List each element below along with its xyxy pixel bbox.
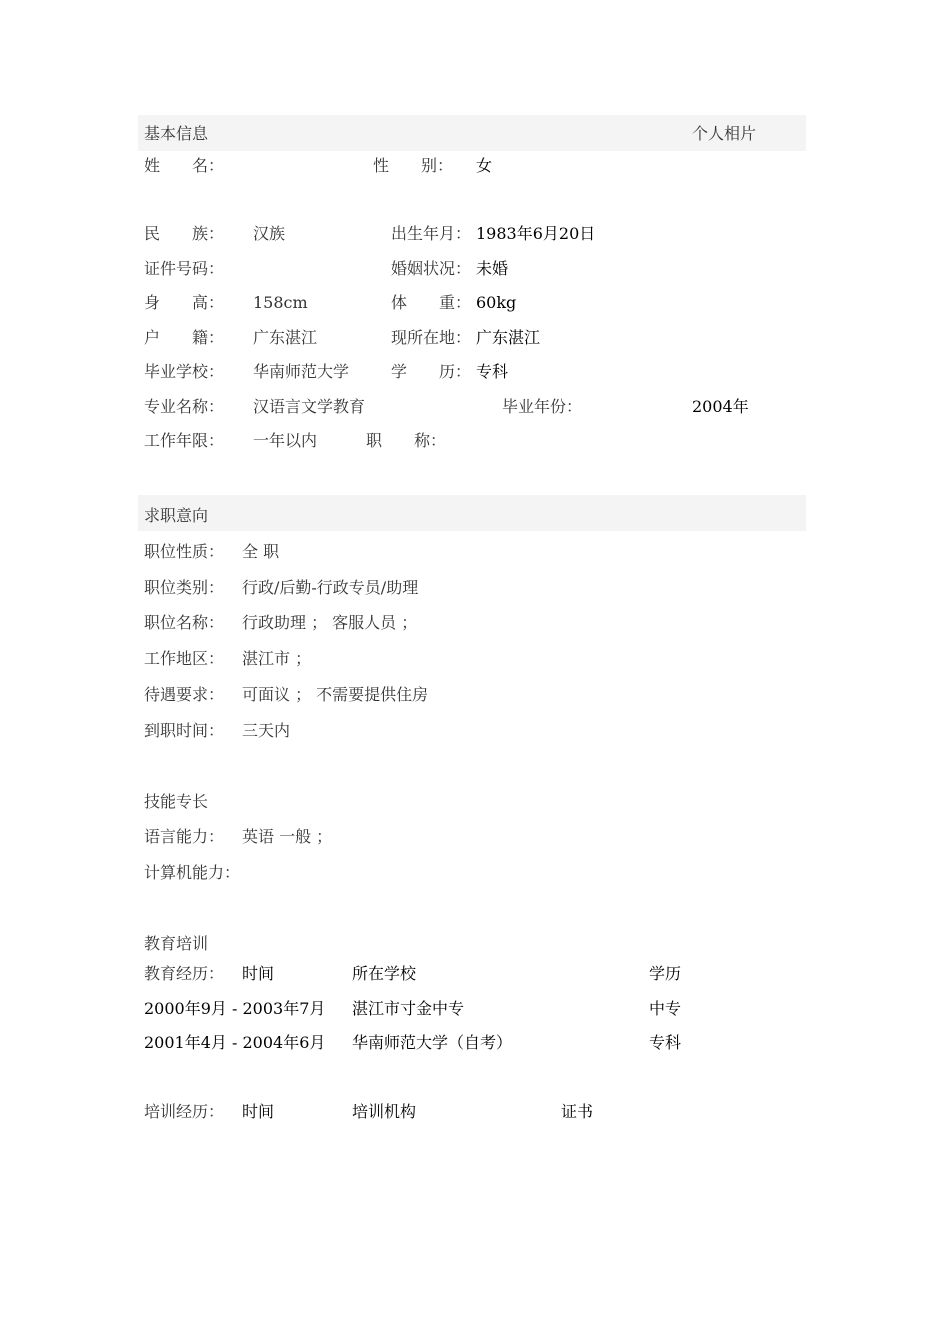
education-label: 教育经历： xyxy=(144,964,225,983)
intent-value: 全 职 xyxy=(242,542,280,561)
hukou-label: 户 籍： xyxy=(144,328,225,347)
height-label: 身 高： xyxy=(144,293,225,312)
education-row-school: 华南师范大学（自考） xyxy=(352,1033,513,1052)
major-value: 汉语言文学教育 xyxy=(253,397,366,416)
intent-label: 待遇要求： xyxy=(144,685,225,704)
degree-value: 专科 xyxy=(476,362,509,381)
education-row-degree: 专科 xyxy=(649,1033,682,1052)
skill-label: 语言能力： xyxy=(144,827,225,846)
ethnicity-value: 汉族 xyxy=(253,224,286,243)
intent-label: 职位类别： xyxy=(144,578,225,597)
training-header-cert: 证书 xyxy=(561,1102,594,1121)
intent-value: 可面议 ； 不需要提供住房 xyxy=(242,685,429,704)
skill-value: 英语 一般 ； xyxy=(242,827,333,846)
weight-label: 体 重： xyxy=(391,293,472,312)
marital-value: 未婚 xyxy=(476,259,509,278)
intent-label: 职位性质： xyxy=(144,542,225,561)
experience-value: 一年以内 xyxy=(253,431,318,450)
birth-label: 出生年月： xyxy=(391,224,472,243)
photo-label: 个人相片 xyxy=(692,124,757,143)
residence-value: 广东湛江 xyxy=(476,328,541,347)
intent-value: 湛江市 ； xyxy=(242,649,312,668)
gender-label: 性 别： xyxy=(373,156,454,175)
education-row-time: 2000年9月 - 2003年7月 xyxy=(144,999,326,1018)
job-intent-title: 求职意向 xyxy=(144,506,209,525)
height-value: 158cm xyxy=(253,293,308,312)
hukou-value: 广东湛江 xyxy=(253,328,318,347)
residence-label: 现所在地： xyxy=(391,328,472,347)
intent-label: 职位名称： xyxy=(144,613,225,632)
id-label: 证件号码： xyxy=(144,259,225,278)
education-header-school: 所在学校 xyxy=(352,964,417,983)
intent-value: 三天内 xyxy=(242,721,291,740)
grad-year-label: 毕业年份： xyxy=(502,397,583,416)
intent-label: 工作地区： xyxy=(144,649,225,668)
experience-label: 工作年限： xyxy=(144,431,225,450)
education-title: 教育培训 xyxy=(144,934,209,953)
degree-label: 学 历： xyxy=(391,362,472,381)
name-label: 姓 名： xyxy=(144,156,225,175)
education-row-degree: 中专 xyxy=(649,999,682,1018)
education-row-time: 2001年4月 - 2004年6月 xyxy=(144,1033,326,1052)
basic-info-title: 基本信息 xyxy=(144,124,209,143)
weight-value: 60kg xyxy=(476,293,517,312)
birth-value: 1983年6月20日 xyxy=(476,224,596,243)
intent-label: 到职时间： xyxy=(144,721,225,740)
school-label: 毕业学校： xyxy=(144,362,225,381)
job-intent-header-band xyxy=(138,495,806,531)
gender-value: 女 xyxy=(476,156,493,175)
education-row-school: 湛江市寸金中专 xyxy=(352,999,465,1018)
training-label: 培训经历： xyxy=(144,1102,225,1121)
intent-value: 行政助理 ； 客服人员 ； xyxy=(242,613,418,632)
school-value: 华南师范大学 xyxy=(253,362,350,381)
education-header-time: 时间 xyxy=(242,964,275,983)
marital-label: 婚姻状况： xyxy=(391,259,472,278)
major-label: 专业名称： xyxy=(144,397,225,416)
education-header-degree: 学历 xyxy=(649,964,682,983)
intent-value: 行政/后勤-行政专员/助理 xyxy=(242,578,419,597)
grad-year-value: 2004年 xyxy=(692,397,749,416)
skill-label: 计算机能力： xyxy=(144,863,241,882)
training-header-org: 培训机构 xyxy=(352,1102,417,1121)
title-label: 职 称： xyxy=(366,431,447,450)
skills-title: 技能专长 xyxy=(144,792,209,811)
training-header-time: 时间 xyxy=(242,1102,275,1121)
ethnicity-label: 民 族： xyxy=(144,224,225,243)
